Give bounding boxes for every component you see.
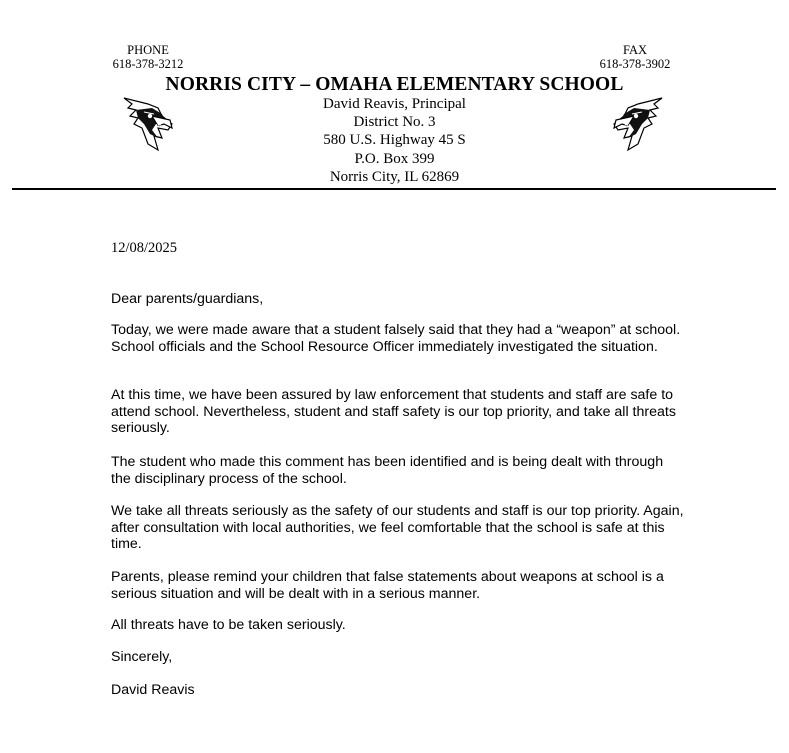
paragraph-3: The student who made this comment has been identified and is being dealt with through the disciplinary process of the school.	[111, 454, 664, 487]
fax-block	[595, 43, 675, 71]
phone-block	[108, 43, 188, 71]
cardinal-mascot-icon	[612, 94, 668, 152]
letterhead-divider	[12, 188, 776, 190]
principal-line: David Reavis, Principal	[323, 96, 466, 112]
letter-date: 12/08/2025	[111, 240, 178, 256]
fax-label: FAX	[622, 43, 648, 57]
phone-label: PHONE	[127, 43, 169, 57]
po-box-line: P.O. Box 399	[354, 150, 435, 167]
signature: David Reavis	[111, 682, 195, 698]
district-line: District No. 3	[353, 114, 436, 131]
street-line: 580 U.S. Highway 45 S	[323, 132, 466, 149]
closing: Sincerely,	[111, 649, 173, 665]
fax-number: 618-378-3902	[599, 57, 671, 71]
salutation: Dear parents/guardians,	[111, 291, 264, 307]
school-name: NORRIS CITY – OMAHA ELEMENTARY SCHOOL	[165, 74, 624, 95]
paragraph-2: At this time, we have been assured by law enforcement that students and staff are safe to attend school. Nevertheless, student and staff safety is our top priority, and take all threats seriously.	[111, 387, 676, 437]
paragraph-5: Parents, please remind your children that false statements about weapons at school is a serious situation and will be dealt with in a serious manner.	[111, 569, 664, 602]
phone-number: 618-378-3212	[112, 57, 184, 71]
paragraph-6: All threats have to be taken seriously.	[111, 617, 346, 633]
paragraph-4: We take all threats seriously as the safety of our students and staff is our top priority. Again, after consultation with local authorities, we feel comfortable that the school is safe at this time.	[111, 503, 684, 553]
city-state-zip-line: Norris City, IL 62869	[329, 168, 460, 185]
cardinal-mascot-icon	[118, 94, 174, 152]
paragraph-1: Today, we were made aware that a student falsely said that they had a “weapon” at school. School officials and the School Resource Officer immediately investigated the situation.	[111, 322, 681, 355]
